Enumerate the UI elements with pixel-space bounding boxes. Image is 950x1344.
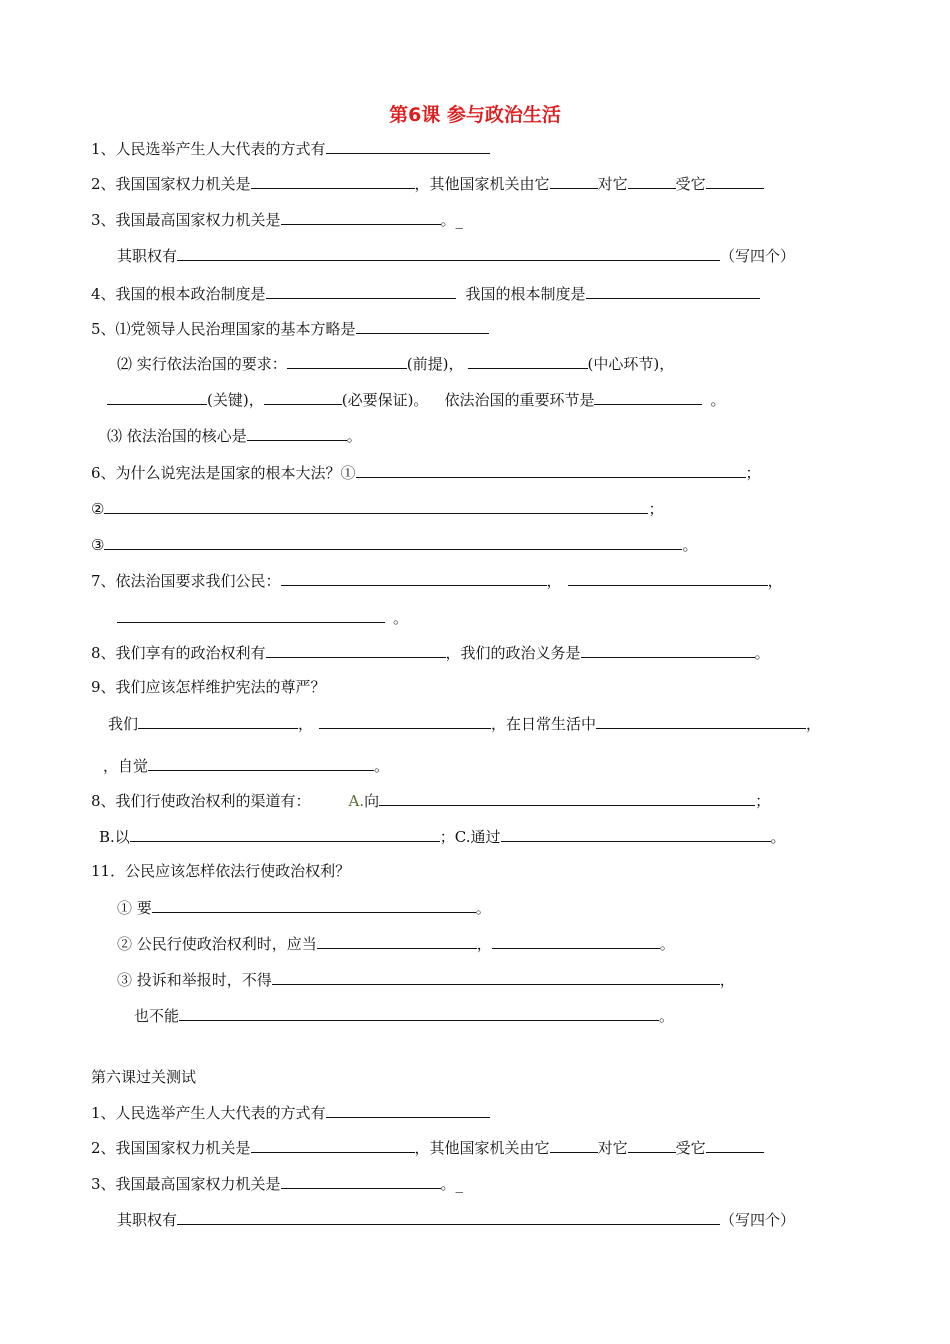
answer-blank[interactable] bbox=[628, 173, 676, 189]
page-title: 第6课 参与政治生活 bbox=[389, 104, 561, 126]
answer-blank[interactable] bbox=[107, 389, 207, 405]
answer-blank[interactable] bbox=[317, 933, 477, 949]
answer-blank[interactable] bbox=[148, 755, 374, 771]
answer-blank[interactable] bbox=[266, 283, 456, 299]
answer-blank[interactable] bbox=[104, 534, 682, 550]
question-5-2: ⑵ 实行依法治国的要求： (前提)， (中心环节)， bbox=[117, 355, 675, 373]
answer-blank[interactable] bbox=[596, 713, 806, 729]
question-3: 3、我国最高国家权力机关是 。_ bbox=[91, 211, 464, 229]
question-11-4: 也不能 。 bbox=[134, 1007, 675, 1025]
question-9-2: 我们 ， ，在日常生活中 ， bbox=[108, 715, 822, 733]
answer-blank[interactable] bbox=[706, 1137, 764, 1153]
answer-blank[interactable] bbox=[706, 173, 764, 189]
answer-blank[interactable] bbox=[266, 642, 446, 658]
question-6: 6、为什么说宪法是国家的根本大法？① ； bbox=[91, 464, 761, 482]
answer-blank[interactable] bbox=[281, 570, 547, 586]
answer-blank[interactable] bbox=[130, 826, 440, 842]
answer-blank[interactable] bbox=[319, 713, 491, 729]
answer-blank[interactable] bbox=[152, 897, 476, 913]
test-question-1: 1、人民选举产生人大代表的方式有 bbox=[91, 1102, 490, 1123]
answer-blank[interactable] bbox=[179, 1005, 659, 1021]
question-5: 5、⑴党领导人民治理国家的基本方略是 bbox=[91, 318, 489, 339]
question-11: 11．公民应该怎样依法行使政治权利？ bbox=[91, 862, 351, 880]
answer-blank[interactable] bbox=[628, 1137, 676, 1153]
answer-blank[interactable] bbox=[247, 425, 347, 441]
answer-blank[interactable] bbox=[550, 1137, 598, 1153]
question-9: 9、我们应该怎样维护宪法的尊严？ bbox=[91, 678, 326, 696]
test-question-2: 2、我国国家权力机关是 ，其他国家机关由它 对它 受它 bbox=[91, 1137, 764, 1158]
test-question-3: 3、我国最高国家权力机关是 。_ bbox=[91, 1175, 464, 1193]
answer-blank[interactable] bbox=[581, 642, 755, 658]
answer-blank[interactable] bbox=[550, 173, 598, 189]
answer-blank[interactable] bbox=[281, 1173, 441, 1189]
answer-blank[interactable] bbox=[251, 173, 415, 189]
answer-blank[interactable] bbox=[138, 713, 298, 729]
answer-blank[interactable] bbox=[177, 1209, 720, 1225]
answer-blank[interactable] bbox=[326, 138, 490, 154]
question-9-3: ，自觉 。 bbox=[103, 757, 390, 775]
question-11-2: ② 公民行使政治权利时，应当 ， 。 bbox=[117, 935, 675, 953]
answer-blank[interactable] bbox=[568, 570, 768, 586]
answer-blank[interactable] bbox=[594, 389, 702, 405]
question-2: 2、我国国家权力机关是 ，其他国家机关由它 对它 受它 bbox=[91, 173, 764, 194]
question-4: 4、我国的根本政治制度是 我国的根本制度是 bbox=[91, 283, 760, 304]
question-10-2: B.以 ；C.通过 。 bbox=[99, 828, 786, 846]
question-3-powers: 其职权有 （写四个） bbox=[117, 247, 796, 265]
answer-blank[interactable] bbox=[501, 826, 771, 842]
answer-blank[interactable] bbox=[117, 607, 385, 623]
question-7-2: 。 bbox=[117, 607, 408, 628]
question-10: 8、我们行使政治权利的渠道有： A.向 ； bbox=[91, 792, 771, 810]
answer-blank[interactable] bbox=[468, 353, 588, 369]
answer-blank[interactable] bbox=[379, 790, 755, 806]
answer-blank[interactable] bbox=[264, 389, 342, 405]
answer-blank[interactable] bbox=[104, 498, 648, 514]
question-11-3: ③ 投诉和举报时，不得 ， bbox=[117, 971, 735, 989]
question-6-2: ② ； bbox=[91, 500, 664, 518]
answer-blank[interactable] bbox=[356, 462, 746, 478]
answer-blank[interactable] bbox=[492, 933, 660, 949]
test-question-3-powers: 其职权有 （写四个） bbox=[117, 1211, 796, 1229]
question-8: 8、我们享有的政治权利有 ，我们的政治义务是 。 bbox=[91, 644, 770, 662]
question-5-2b: (关键)， (必要保证)。 依法治国的重要环节是 。 bbox=[107, 389, 725, 410]
question-6-3: ③ 。 bbox=[91, 536, 698, 554]
answer-blank[interactable] bbox=[251, 1137, 415, 1153]
answer-blank[interactable] bbox=[177, 245, 720, 261]
question-7: 7、依法治国要求我们公民： ， ， bbox=[91, 572, 783, 590]
question-5-3: ⑶ 依法治国的核心是 。 bbox=[107, 427, 362, 445]
answer-blank[interactable] bbox=[356, 318, 489, 334]
answer-blank[interactable] bbox=[586, 283, 760, 299]
question-11-1: ① 要 。 bbox=[117, 899, 491, 917]
answer-blank[interactable] bbox=[287, 353, 407, 369]
answer-blank[interactable] bbox=[281, 209, 441, 225]
test-heading: 第六课过关测试 bbox=[91, 1068, 197, 1086]
question-1: 1、人民选举产生人大代表的方式有 bbox=[91, 138, 490, 159]
answer-blank[interactable] bbox=[326, 1102, 490, 1118]
answer-blank[interactable] bbox=[272, 969, 720, 985]
